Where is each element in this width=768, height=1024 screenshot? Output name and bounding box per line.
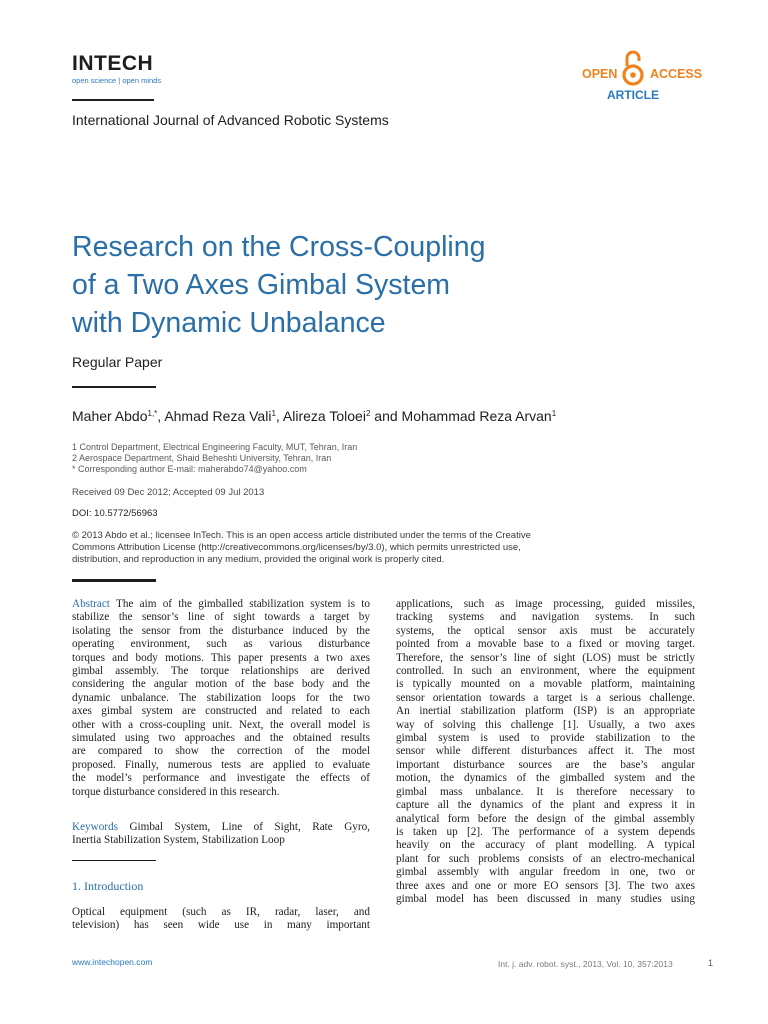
intro-line: is typically mounted on a movable platform, maintaining	[396, 678, 695, 691]
intro-line: sensor while different disturbances affect it. The most	[396, 745, 695, 758]
license-notice	[72, 530, 572, 566]
intro-line: television) has seen wide use in many important	[72, 919, 370, 932]
intro-line: controlled. In such an environment, where the equipment	[396, 665, 695, 678]
publisher-logo: INTECH	[72, 52, 154, 75]
access-label: ACCESS	[650, 67, 703, 81]
publisher-url-link[interactable]: www.intechopen.com	[72, 957, 153, 967]
intro-line: tracking systems and navigation systems. In such	[396, 611, 695, 624]
abstract-text: The aim of the gimballed stabilization system is to	[115, 598, 370, 610]
author-separator: ,	[275, 408, 283, 424]
abstract-line: gimbal assembly. The torque relationships are derived	[72, 665, 370, 678]
corresponding-author: * Corresponding author E-mail: maherabdo74@yahoo.com	[72, 464, 307, 474]
paper-title	[72, 228, 592, 342]
author-affiliation-mark: 1	[271, 409, 276, 418]
intro-line: sensor orientation towards a target is a serious challenge.	[396, 691, 695, 704]
intro-line: An inertial stabilization platform (ISP) is an appropriate	[396, 705, 695, 718]
doi: DOI: 10.5772/56963	[72, 508, 158, 519]
license-line: Commons Attribution License (http://creativecommons.org/licenses/by/3.0), which permits unrestricted use,	[72, 542, 521, 553]
intro-line: analytical form before the design of the gimbal assembly	[396, 812, 695, 825]
author-affiliation-mark: 1	[551, 409, 557, 418]
abstract-line: isolating the sensor from the disturbance induced by the	[72, 624, 370, 637]
intro-line: capture all the dynamics of the plant and express it in	[396, 799, 695, 812]
intro-line: systems, the optical sensor axis must be accurately	[396, 624, 695, 637]
author-separator: ,	[157, 408, 165, 424]
title-line: Research on the Cross-Coupling	[72, 231, 486, 263]
divider	[72, 386, 156, 388]
intro-line: three axes and one or more EO sensors [3]. The two axes	[396, 879, 695, 892]
author-name: Ahmad Reza Vali	[164, 408, 272, 424]
keywords-label: Keywords	[72, 821, 118, 833]
journal-citation: Int. j. adv. robot. syst., 2013, Vol. 10, 357:2013	[498, 959, 673, 969]
page-number: 1	[708, 958, 714, 968]
journal-name: International Journal of Advanced Robotic Systems	[72, 112, 389, 128]
publisher-tagline: open science | open minds	[72, 76, 162, 85]
abstract-line: considering the angular motion of the base body and the	[72, 678, 370, 691]
intro-line: gimbal model has been discussed in many studies using	[396, 892, 695, 905]
paper-type: Regular Paper	[72, 354, 163, 370]
abstract-line: are compared to show the correction of the model	[72, 745, 370, 758]
abstract-label: Abstract	[72, 598, 110, 610]
license-line: © 2013 Abdo et al.; licensee InTech. This is an open access article distributed under the terms of the Creative	[72, 530, 531, 541]
abstract-line: proposed. Finally, numerous tests are applied to evaluate	[72, 758, 370, 771]
logo-underline	[72, 99, 154, 101]
abstract-line: the model’s performance and investigate the effects of	[72, 772, 370, 785]
title-line: of a Two Axes Gimbal System	[72, 269, 451, 301]
intro-line: important disturbance sources are the base’s angular	[396, 758, 695, 771]
divider	[72, 860, 156, 861]
divider	[72, 579, 156, 582]
abstract-line: operating environment, such as various disturbance	[72, 638, 370, 651]
received-date: Received 09 Dec 2012; Accepted 09 Jul 2013	[72, 487, 265, 498]
abstract-line: other with a cross-coupling unit. Next, the overall model is	[72, 718, 370, 731]
affiliation: 2 Aerospace Department, Shaid Beheshti University, Tehran, Iran	[72, 453, 332, 463]
license-line: distribution, and reproduction in any medium, provided the original work is properly cited.	[72, 554, 445, 565]
abstract-line: torque disturbance considered in this research.	[72, 785, 280, 798]
intro-line: way of solving this challenge [1]. Usually, a two axes	[396, 718, 695, 731]
intro-line: gimbal system is used to provide stabilization to the	[396, 732, 695, 745]
intro-text-left	[72, 906, 370, 933]
title-line: with Dynamic Unbalance	[72, 307, 386, 339]
author-separator: and	[370, 408, 402, 424]
author-affiliation-mark: 2	[365, 409, 371, 418]
author-name: Mohammad Reza Arvan	[401, 408, 552, 424]
intro-line: applications, such as image processing, guided missiles,	[396, 598, 695, 610]
open-access-lock-icon	[621, 48, 645, 88]
abstract	[72, 598, 370, 799]
intro-line: motion, the dynamics of the gimballed system and the	[396, 772, 695, 785]
intro-line: is taken up [2]. The performance of a system depends	[396, 825, 695, 838]
abstract-line: torques and body motions. This paper presents a two axes	[72, 651, 370, 664]
intro-line: gimbal assembly with angular freedom in one, two or	[396, 866, 695, 879]
keywords-line: Inertia Stabilization System, Stabilization Loop	[72, 834, 285, 847]
abstract-line: simulated using two approaches and the obtained results	[72, 732, 370, 745]
author-list	[72, 408, 556, 424]
affiliation: 1 Control Department, Electrical Engineering Faculty, MUT, Tehran, Iran	[72, 442, 358, 452]
author-affiliation-mark: 1,*	[147, 409, 158, 418]
abstract-line: axes gimbal system are constructed and related to each	[72, 705, 370, 718]
keywords	[72, 821, 370, 848]
open-label: OPEN	[582, 67, 618, 81]
article-label: ARTICLE	[607, 88, 659, 102]
author-name: Alireza Toloei	[282, 408, 366, 424]
abstract-line: stabilize the sensor’s line of sight towards a target by	[72, 611, 370, 624]
section-heading: 1. Introduction	[72, 879, 144, 893]
intro-line: Optical equipment (such as IR, radar, laser, and	[72, 906, 370, 918]
intro-line: gimbal mass unbalance. It is therefore necessary to	[396, 785, 695, 798]
intro-line: Therefore, the sensor’s line of sight (LOS) must be strictly	[396, 651, 695, 664]
author-name: Maher Abdo	[72, 408, 148, 424]
intro-text-right	[396, 598, 695, 906]
intro-line: plant for such problems consists of an electro-mechanical	[396, 852, 695, 865]
keywords-line	[72, 821, 370, 834]
abstract-line	[72, 598, 370, 611]
intro-line: heavily on the accuracy of plant modelling. A typical	[396, 839, 695, 852]
abstract-line: dynamic unbalance. The stabilization loops for the two	[72, 691, 370, 704]
keywords-text: Gimbal System, Line of Sight, Rate Gyro,	[129, 821, 370, 833]
intro-line: pointed from a movable base to a fixed or moving target.	[396, 638, 695, 651]
